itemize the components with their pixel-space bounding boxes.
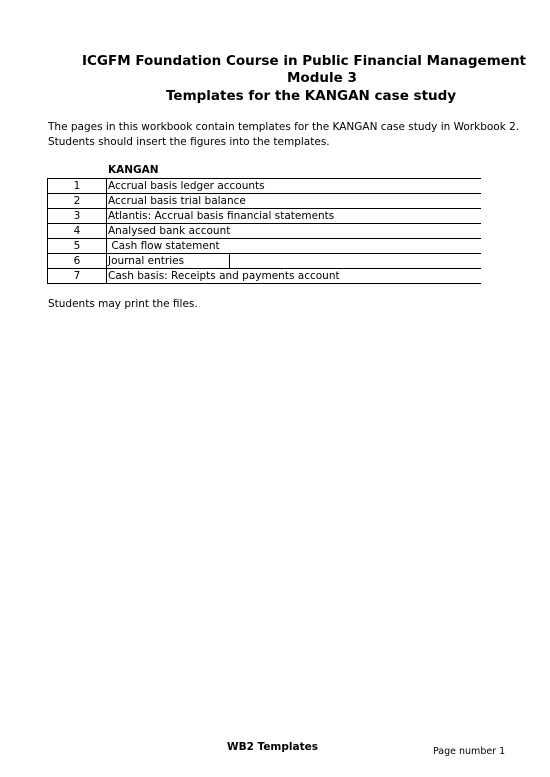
row-number: 7	[48, 269, 107, 284]
intro-text-line-2: Students should insert the figures into the templates.	[48, 136, 330, 148]
row-label: Atlantis: Accrual basis financial statements	[107, 209, 482, 224]
table-row	[48, 224, 482, 239]
print-note: Students may print the files.	[48, 298, 198, 310]
cell-divider	[229, 253, 230, 268]
page-subtitle-module: Module 3	[287, 70, 357, 86]
row-number: 3	[48, 209, 107, 224]
row-number: 4	[48, 224, 107, 239]
row-number: 1	[48, 179, 107, 194]
row-label: Accrual basis trial balance	[107, 194, 482, 209]
row-label: Cash flow statement	[107, 239, 482, 254]
footer-sheet-name: WB2 Templates	[227, 741, 318, 753]
table-heading: KANGAN	[108, 164, 159, 176]
intro-text-line-1: The pages in this workbook contain templates for the KANGAN case study in Workbook 2.	[48, 121, 520, 133]
table-row	[48, 209, 482, 224]
footer-page-number: Page number 1	[433, 746, 506, 757]
row-label: Analysed bank account	[107, 224, 482, 239]
page-title: ICGFM Foundation Course in Public Financial Management	[82, 53, 527, 69]
row-label: Accrual basis ledger accounts	[107, 179, 482, 194]
table-row	[48, 254, 482, 269]
row-number: 2	[48, 194, 107, 209]
page-subtitle-templates: Templates for the KANGAN case study	[166, 88, 457, 104]
table-row	[48, 269, 482, 284]
table-row	[48, 194, 482, 209]
table-row	[48, 239, 482, 254]
row-label: Cash basis: Receipts and payments account	[107, 269, 482, 284]
row-number: 6	[48, 254, 107, 269]
row-number: 5	[48, 239, 107, 254]
table-row	[48, 179, 482, 194]
row-label: Journal entries	[107, 254, 482, 269]
contents-table	[47, 178, 481, 284]
